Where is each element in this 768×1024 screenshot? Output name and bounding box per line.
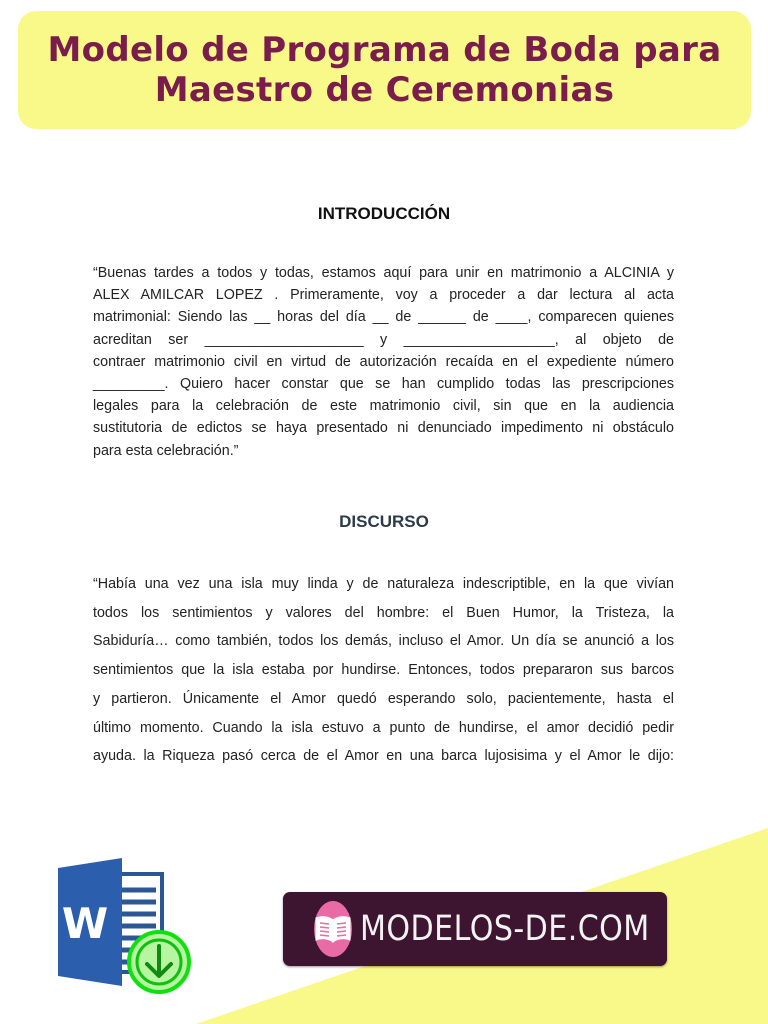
paragraph-line: sentimientos que la isla estaba por hundirse. Entonces, todos prepararon sus barcos: [93, 662, 674, 679]
title-line-2: Maestro de Ceremonias: [154, 70, 615, 110]
section-heading-discurso: DISCURSO: [339, 512, 429, 531]
discurso-paragraph: [93, 570, 674, 771]
open-book-icon: [314, 914, 352, 944]
paragraph-line: _________. Quiero hacer constar que se han cumplido todas las prescripciones: [93, 376, 674, 393]
paragraph-line: Sabiduría… como también, todos los demás, incluso el Amor. Un día se anunció a los: [93, 633, 674, 650]
paragraph-line: último momento. Cuando la isla estuvo a punto de hundirse, el amor decidió pedir: [93, 719, 674, 736]
brand-banner[interactable]: [283, 892, 667, 966]
paragraph-line: ayuda. la Riqueza pasó cerca de el Amor en una barca lujosisima y el Amor le dijo:: [93, 748, 674, 765]
brand-text: MODELOS-DE.COM: [360, 909, 650, 949]
paragraph-line: para esta celebración.”: [93, 442, 239, 459]
introduccion-paragraph: [93, 262, 674, 462]
word-download-icon[interactable]: [58, 858, 193, 998]
paragraph-line: sustitutoria de edictos se haya presentado ni denunciado impedimento ni obstáculo: [93, 420, 674, 437]
paragraph-line: acreditan ser ____________________ y ___________________, al objeto de: [93, 331, 674, 348]
title-line-1: Modelo de Programa de Boda para: [47, 30, 722, 70]
paragraph-line: “Buenas tardes a todos y todas, estamos aquí para unir en matrimonio a ALCINIA y: [93, 265, 674, 281]
paragraph-line: ALEX AMILCAR LOPEZ . Primeramente, voy a proceder a dar lectura al acta: [93, 287, 674, 304]
section-heading-introduccion: INTRODUCCIÓN: [317, 204, 451, 223]
paragraph-line: matrimonial: Siendo las __ horas del día __ de ______ de ____, comparecen quienes: [93, 309, 674, 326]
paragraph-line: legales para la celebración de este matrimonio civil, sin que en la audiencia: [93, 398, 674, 415]
title-banner: [18, 11, 751, 129]
svg-text:W: W: [61, 899, 109, 948]
paragraph-line: “Había una vez una isla muy linda y de naturaleza indescriptible, en la que vivían: [93, 576, 674, 592]
paragraph-line: y partieron. Únicamente el Amor quedó esperando solo, pacientemente, hasta el: [93, 690, 674, 707]
paragraph-line: todos los sentimientos y valores del hombre: el Buen Humor, la Tristeza, la: [93, 604, 674, 621]
paragraph-line: contraer matrimonio civil en virtud de autorización recaída en el expediente número: [93, 353, 674, 370]
brand-badge: [314, 901, 352, 957]
